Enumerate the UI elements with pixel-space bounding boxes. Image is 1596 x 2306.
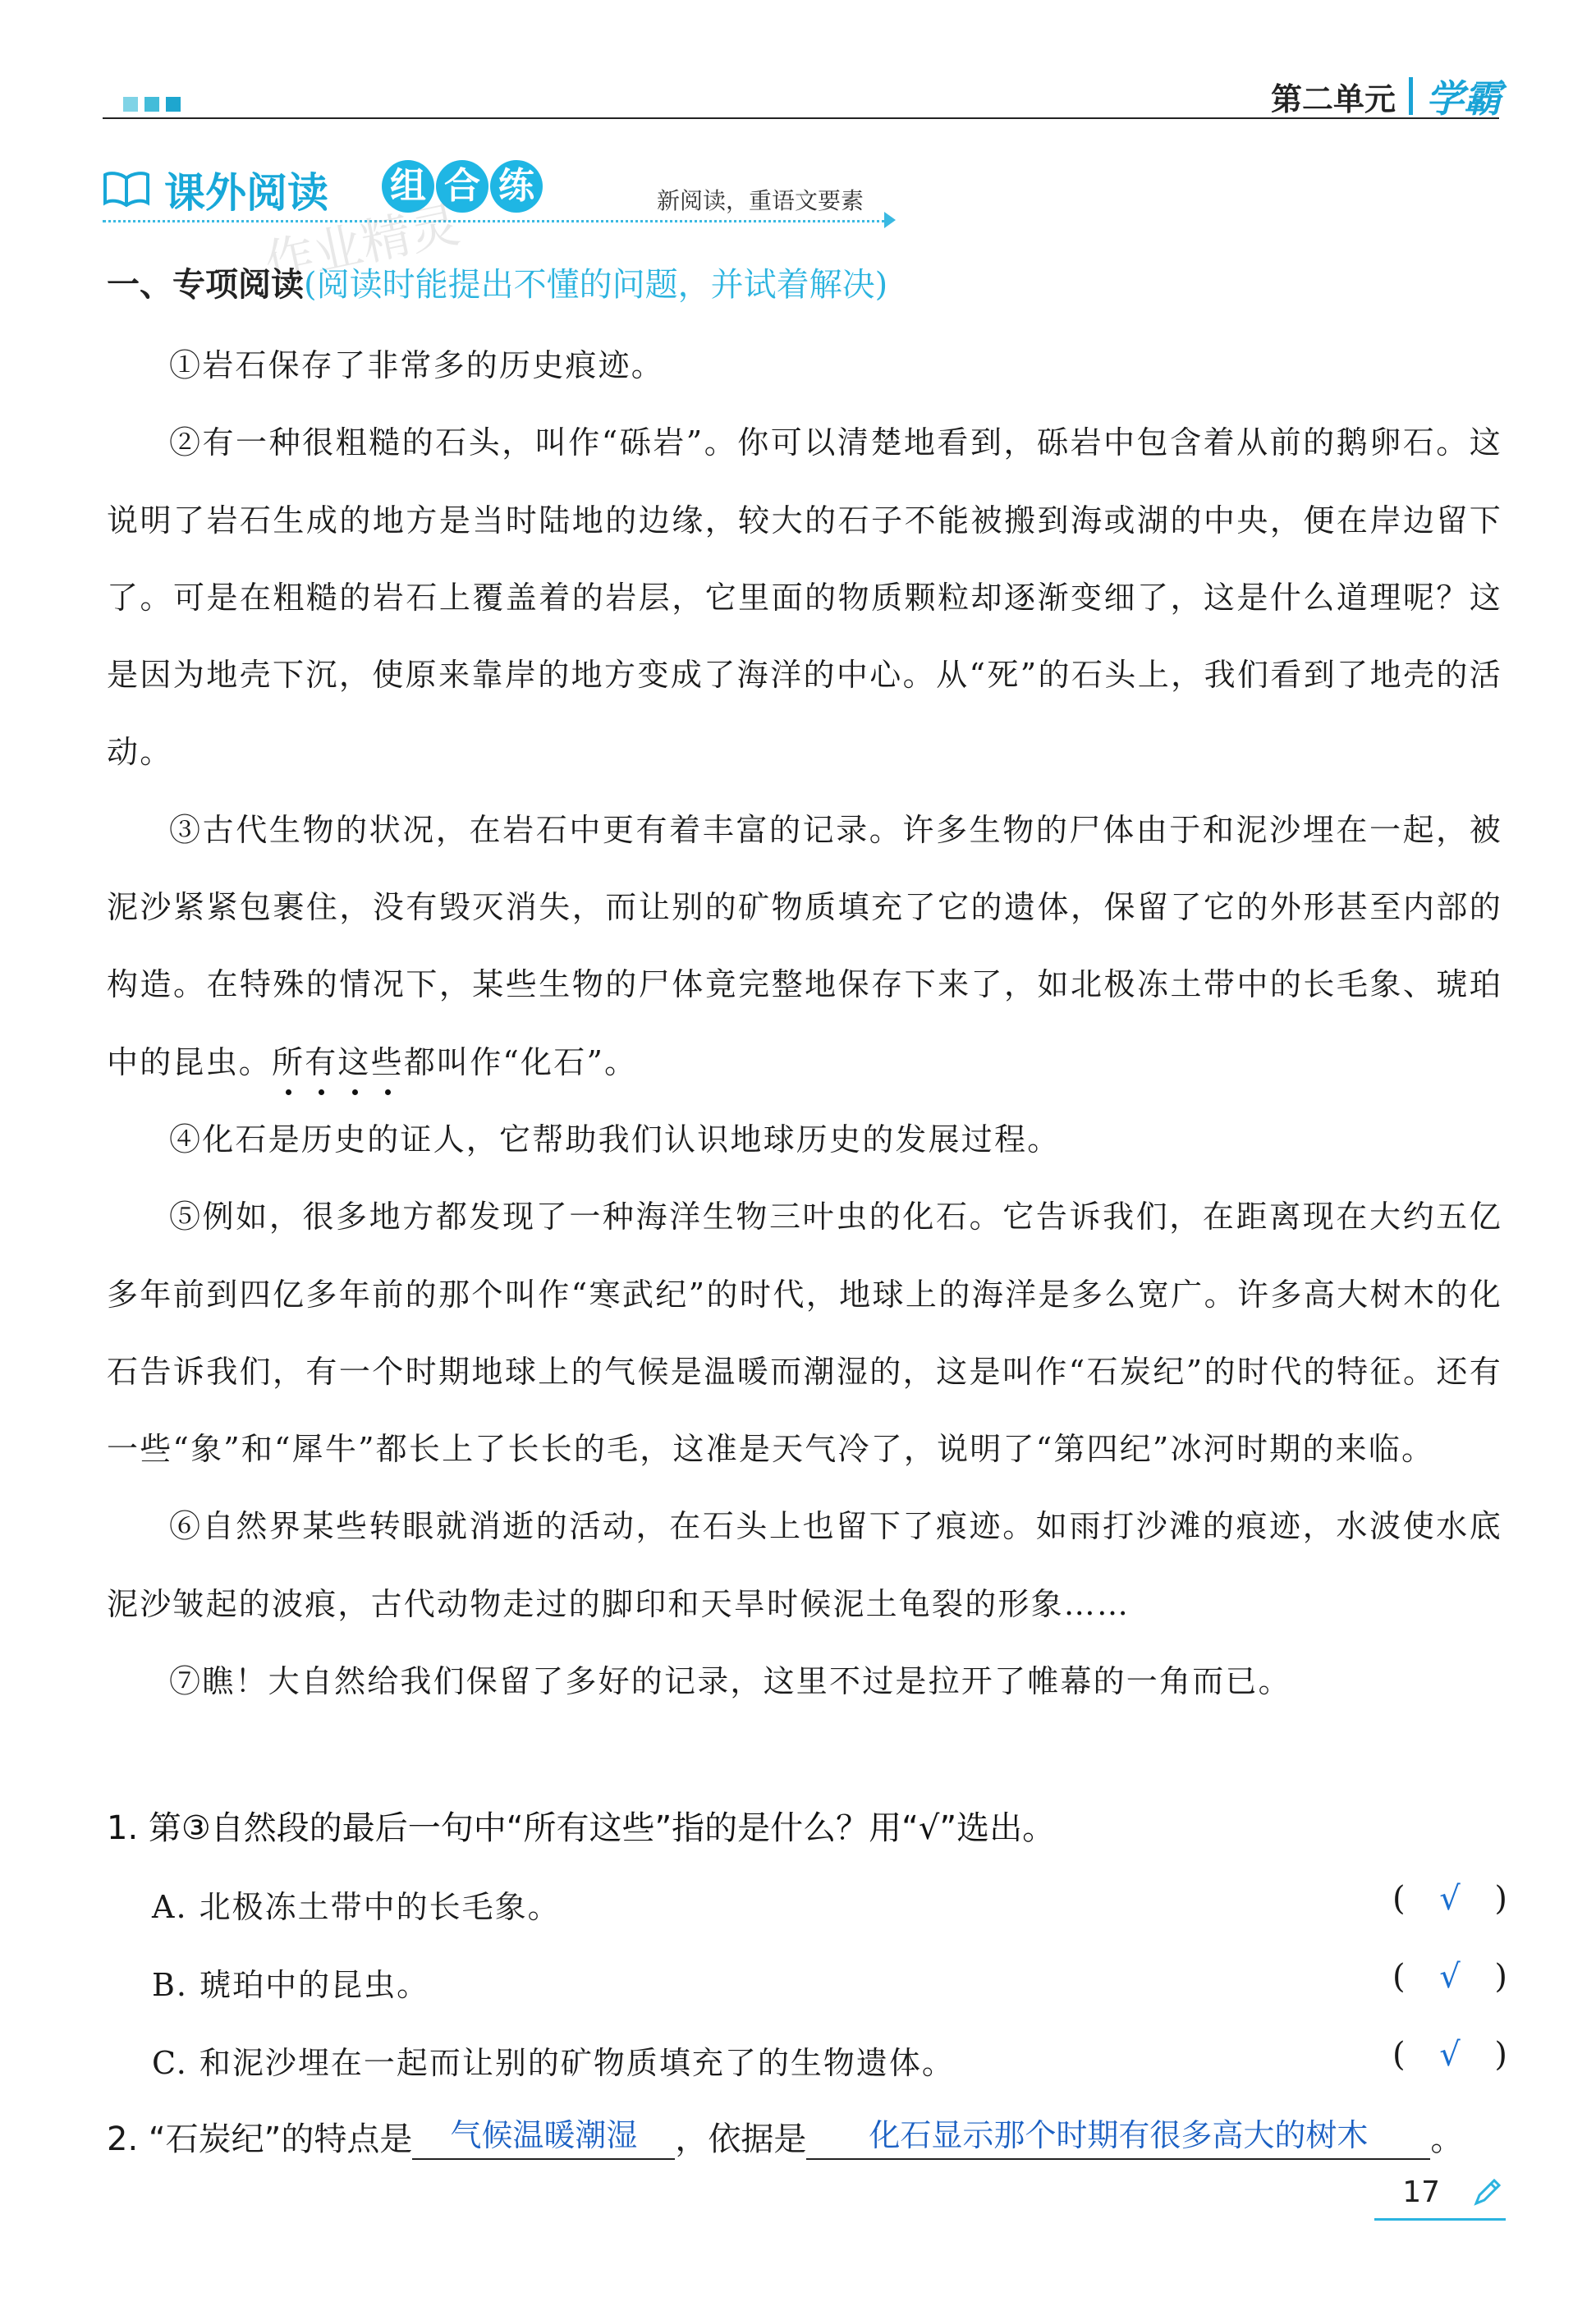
question-2-prefix: 2. “石炭纪”的特点是 bbox=[107, 2120, 413, 2158]
checkmark-icon: √ bbox=[1439, 1958, 1461, 1996]
section-hint: (阅读时能提出不懂的问题，并试着解决) bbox=[304, 266, 888, 304]
banner-title: 课外阅读 bbox=[164, 169, 328, 217]
header-decoration bbox=[123, 97, 181, 112]
paragraph-3-end: 都叫作“化石”。 bbox=[403, 1043, 638, 1080]
watermark: 作业精灵 bbox=[259, 195, 465, 294]
paragraph-3 bbox=[107, 791, 1502, 1101]
reading-passage bbox=[107, 327, 1502, 1720]
pill-char: 练 bbox=[490, 160, 543, 213]
brand-logo: 学霸 bbox=[1426, 76, 1502, 121]
paragraph-1: ①岩石保存了非常多的历史痕迹。 bbox=[169, 347, 665, 383]
header-right bbox=[1271, 69, 1502, 123]
banner-subtitle: 新阅读，重语文要素 bbox=[657, 187, 864, 214]
emphasis-char: 所 bbox=[272, 1043, 305, 1080]
answer-blank-2[interactable]: 化石显示那个时期有很多高大的树木 bbox=[806, 2110, 1430, 2160]
emphasis-char: 些 bbox=[370, 1043, 404, 1080]
page-number: 17 bbox=[1402, 2175, 1440, 2209]
paragraph-7: ⑦瞧！大自然给我们保留了多好的记录，这里不过是拉开了帷幕的一角而已。 bbox=[169, 1663, 1291, 1700]
checkmark-icon: √ bbox=[1439, 1880, 1461, 1918]
unit-label: 第二单元 bbox=[1270, 80, 1396, 117]
question-2-middle: ，依据是 bbox=[675, 2120, 807, 2158]
open-book-icon bbox=[103, 170, 150, 208]
answer-blank-1[interactable]: 气候温暖潮湿 bbox=[412, 2110, 675, 2160]
pencil-icon bbox=[1470, 2175, 1504, 2210]
question-1: 1. 第③自然段的最后一句中“所有这些”指的是什么？用“√”选出。 bbox=[107, 1809, 1056, 1847]
section-banner bbox=[103, 160, 891, 230]
paragraph-3-text: ③古代生物的状况，在岩石中更有着丰富的记录。许多生物的尸体由于和泥沙埋在一起，被泥沙紧紧包裹住，没有毁灭消失，而让别的矿物质填充了它的遗体，保留了它的外形甚至内部的构造。在特殊的情况下，某些生物的尸体竟完整地保存下来了，如北极冻土带中的长毛象、琥珀中的昆虫。 bbox=[107, 811, 1502, 1080]
arrow-right-icon bbox=[884, 212, 896, 228]
paragraph-6: ⑥自然界某些转眼就消逝的活动，在石头上也留下了痕迹。如雨打沙滩的痕迹，水波使水底泥沙皱起的波痕，古代动物走过的脚印和天旱时候泥土龟裂的形象…… bbox=[107, 1508, 1502, 1622]
pill-char: 合 bbox=[436, 160, 488, 213]
header-divider bbox=[1409, 77, 1413, 115]
paragraph-4: ④化石是历史的证人，它帮助我们认识地球历史的发展过程。 bbox=[169, 1121, 1061, 1158]
section-heading: 一、专项阅读 bbox=[107, 266, 304, 304]
answer-box-c[interactable]: ( √ ) bbox=[1392, 2036, 1507, 2074]
answer-box-b[interactable]: ( √ ) bbox=[1392, 1958, 1507, 1996]
section-title bbox=[107, 259, 887, 305]
option-a: A. 北极冻土带中的长毛象。 bbox=[152, 1889, 561, 1925]
emphasis-char: 有 bbox=[305, 1043, 338, 1080]
paragraph-5: ⑤例如，很多地方都发现了一种海洋生物三叶虫的化石。它告诉我们，在距离现在大约五亿多年前到四亿多年前的那个叫作“寒武纪”的时代，地球上的海洋是多么宽广。许多高大树木的化石告诉我们，有一个时期地球上的气候是温暖而潮湿的，这是叫作“石炭纪”的时代的特征。还有一些“象”和“犀牛”都长上了长长的毛，这准是天气冷了，说明了“第四纪”冰河时期的来临。 bbox=[107, 1199, 1502, 1468]
option-b: B. 琥珀中的昆虫。 bbox=[152, 1967, 430, 2003]
answer-box-a[interactable]: ( √ ) bbox=[1392, 1880, 1507, 1918]
pill-char: 组 bbox=[382, 160, 434, 213]
paragraph-2: ②有一种很粗糙的石头，叫作“砾岩”。你可以清楚地看到，砾岩中包含着从前的鹅卵石。这说明了岩石生成的地方是当时陆地的边缘，较大的石子不能被搬到海或湖的中央，便在岸边留下了。可是在粗糙的岩石上覆盖着的岩层，它里面的物质颗粒却逐渐变细了，这是什么道理呢？这是因为地壳下沉，使原来靠岸的地方变成了海洋的中心。从“死”的石头上，我们看到了地壳的活动。 bbox=[107, 424, 1502, 771]
banner-dotted-line bbox=[103, 220, 891, 222]
checkmark-icon: √ bbox=[1439, 2036, 1461, 2074]
question-2 bbox=[107, 2110, 1463, 2160]
option-c: C. 和泥沙埋在一起而让别的矿物质填充了的生物遗体。 bbox=[152, 2045, 955, 2081]
question-2-suffix: 。 bbox=[1430, 2120, 1464, 2158]
page-number-underline bbox=[1374, 2218, 1506, 2221]
emphasis-char: 这 bbox=[337, 1043, 371, 1080]
